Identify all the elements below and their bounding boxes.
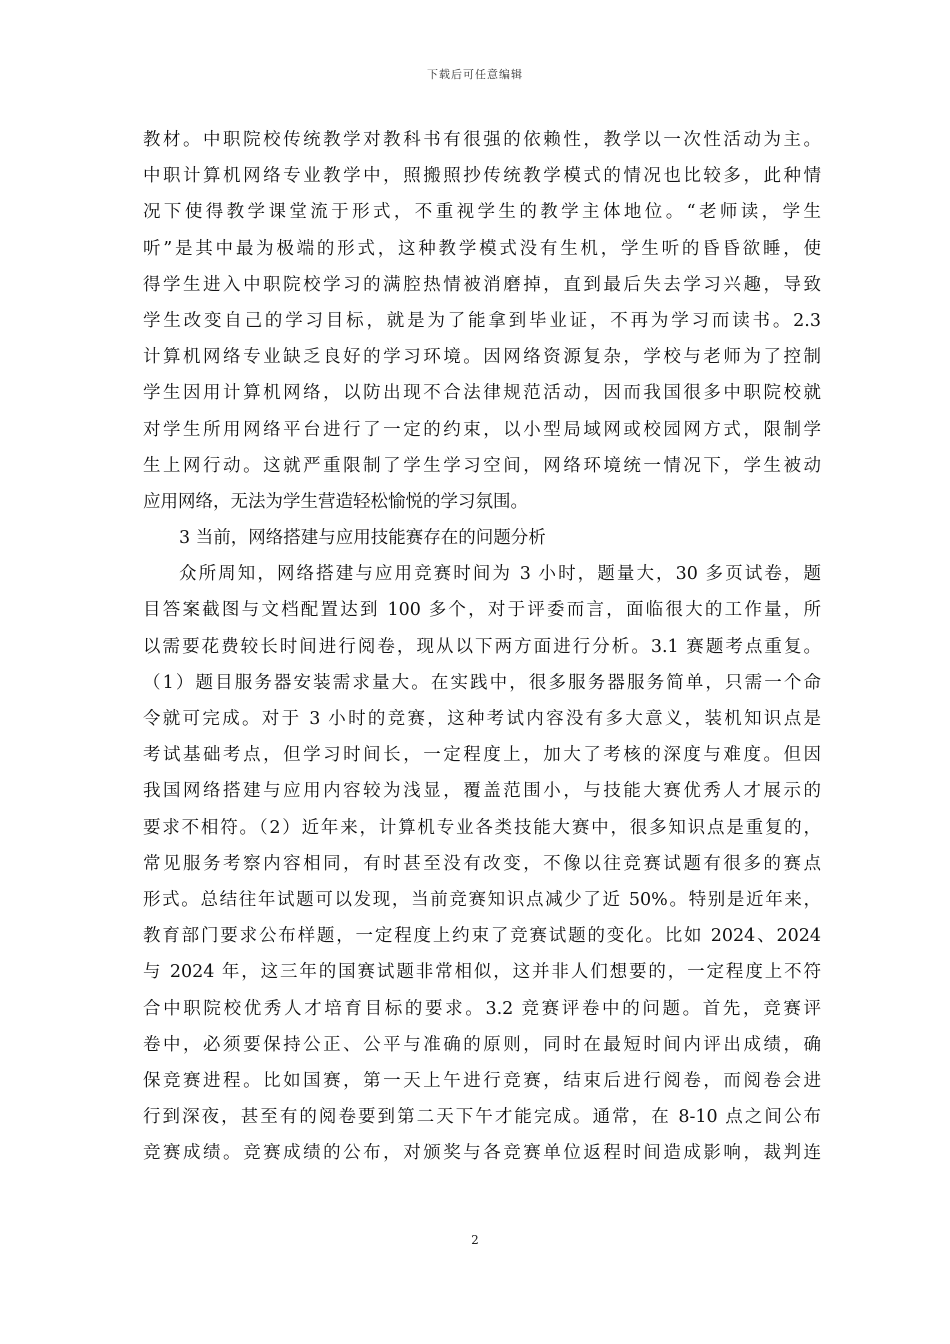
- body-text-line: 生上网行动。这就严重限制了学生学习空间，网络环境统一情况下，学生被动: [143, 455, 821, 476]
- body-text-line: 中职计算机网络专业教学中，照搬照抄传统教学模式的情况也比较多，此种情: [143, 166, 821, 187]
- body-text-line: 卷中，必须要保持公正、公平与准确的原则，同时在最短时间内评出成绩，确: [143, 1034, 821, 1055]
- body-text-line: 要求不相符。（2）近年来，计算机专业各类技能大赛中，很多知识点是重复的，: [143, 817, 821, 838]
- body-text-line: 计算机网络专业缺乏良好的学习环境。因网络资源复杂，学校与老师为了控制: [143, 347, 821, 368]
- body-text-line: 目答案截图与文档配置达到 100 多个，对于评委而言，面临很大的工作量，所: [143, 600, 821, 621]
- body-text-line: 得学生进入中职院校学习的满腔热情被消磨掉，直到最后失去学习兴趣，导致: [143, 274, 821, 295]
- body-text-line: 令就可完成。对于 3 小时的竞赛，这种考试内容没有多大意义，装机知识点是: [143, 709, 821, 729]
- body-text-line: 对学生所用网络平台进行了一定的约束，以小型局域网或校园网方式，限制学: [143, 419, 821, 440]
- body-text-line: 教材。中职院校传统教学对教科书有很强的依赖性，教学以一次性活动为主。: [143, 130, 821, 150]
- body-text-line: （1）题目服务器安装需求量大。在实践中，很多服务器服务简单，只需一个命: [143, 672, 821, 693]
- document-body: [143, 122, 821, 1171]
- body-text-line: 教育部门要求公布样题，一定程度上约束了竞赛试题的变化。比如 2024、2024: [143, 926, 821, 947]
- body-text-line: 学生改变自己的学习目标，就是为了能拿到毕业证，不再为学习而读书。2.3: [143, 310, 821, 331]
- body-text-line: 常见服务考察内容相同，有时甚至没有改变，不像以往竞赛试题有很多的赛点: [143, 853, 821, 874]
- body-text-line: 形式。总结往年试题可以发现，当前竞赛知识点减少了近 50%。特别是近年来，: [143, 889, 821, 910]
- body-text-line: 与 2024 年，这三年的国赛试题非常相似，这并非人们想要的，一定程度上不符: [143, 962, 821, 983]
- page-header: 下载后可任意编辑: [427, 68, 523, 81]
- body-text-line: 应用网络，无法为学生营造轻松愉悦的学习氛围。: [143, 491, 528, 512]
- body-text-line: 3 当前，网络搭建与应用技能赛存在的问题分析: [179, 528, 546, 549]
- body-text-line: 合中职院校优秀人才培育目标的要求。3.2 竞赛评卷中的问题。首先，竞赛评: [143, 998, 821, 1019]
- body-text-line: 考试基础考点，但学习时间长，一定程度上，加大了考核的深度与难度。但因: [143, 745, 821, 766]
- body-text-line: 竞赛成绩。竞赛成绩的公布，对颁奖与各竞赛单位返程时间造成影响，裁判连: [143, 1143, 821, 1164]
- body-text-line: 行到深夜，甚至有的阅卷要到第二天下午才能完成。通常，在 8-10 点之间公布: [143, 1107, 821, 1128]
- body-text-line: 我国网络搭建与应用内容较为浅显，覆盖范围小，与技能大赛优秀人才展示的: [143, 781, 821, 802]
- body-text-line: 保竞赛进程。比如国赛，第一天上午进行竞赛，结束后进行阅卷，而阅卷会进: [143, 1070, 821, 1091]
- body-text-line: 以需要花费较长时间进行阅卷，现从以下两方面进行分析。3.1 赛题考点重复。: [143, 636, 821, 657]
- page-number: 2: [471, 1233, 479, 1247]
- body-text-line: 听”是其中最为极端的形式，这种教学模式没有生机，学生听的昏昏欲睡，使: [143, 238, 821, 259]
- body-text-line: 学生因用计算机网络，以防出现不合法律规范活动，因而我国很多中职院校就: [143, 383, 821, 404]
- body-text-line: 众所周知，网络搭建与应用竞赛时间为 3 小时，题量大，30 多页试卷，题: [179, 564, 821, 585]
- body-text-line: 况下使得教学课堂流于形式，不重视学生的教学主体地位。“老师读，学生: [143, 202, 821, 223]
